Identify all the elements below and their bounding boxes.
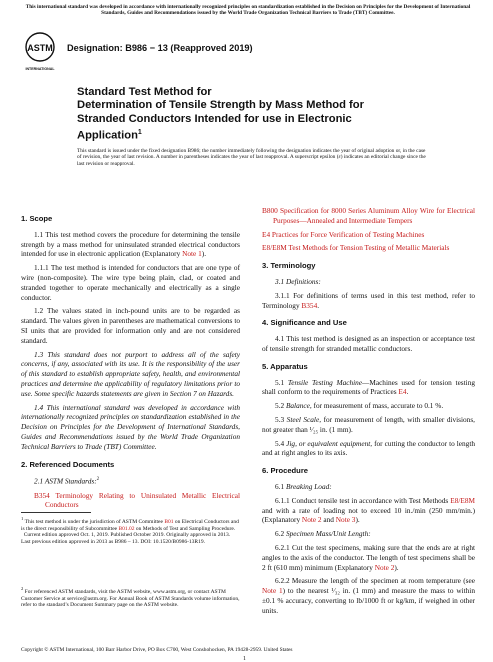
reference-item: B354 Terminology Relating to Uninsulated Metallic Electrical Conductors xyxy=(34,490,240,510)
reference-item: B800 Specification for 8000 Series Aluminum Alloy Wire for Electrical Purposes—Annealed and Intermediate Tempers xyxy=(262,206,475,225)
reference-link[interactable]: E8/E8M xyxy=(262,243,287,253)
section-heading-apparatus: 5. Apparatus xyxy=(262,361,308,371)
issue-note: This standard is issued under the fixed designation B986; the number immediately following the designation indicates the year of original adoption or, in the case of revision, the year of last revision. A number in parentheses indicates the year of last reapproval. A superscript epsilon (ε) indicates an editorial change since the last revision or reapproval. xyxy=(77,148,426,167)
reference-link[interactable]: E8/E8M xyxy=(450,495,475,505)
left-column xyxy=(21,206,240,514)
reference-link[interactable]: E4 xyxy=(262,229,271,239)
page-number: 1 xyxy=(243,656,246,662)
right-column xyxy=(262,206,475,620)
note-link[interactable]: Note 2 xyxy=(301,515,322,525)
title-line: Standard Test Method for xyxy=(77,86,212,98)
para-1-3: 1.3 This standard does not purport to address all of the safety concerns, if any, associated with its use. It is the responsibility of the user of this standard to establish appropriate safety, health, and environmental practices and determine the applicability of regulatory limitations prior to use. Some specific hazards statements are given in Section 7 on Hazards. xyxy=(21,349,240,398)
para-5-2: 5.2 Balance, for measurement of mass, accurate to 0.1 %. xyxy=(275,401,444,411)
section-heading-scope: 1. Scope xyxy=(21,214,53,223)
section-heading-referenced-documents: 2. Referenced Documents xyxy=(21,459,115,469)
para-1-4: 1.4 This international standard was developed in accordance with internationally recognized principles on standardization established in the Decision on Principles for the Development of International Standards, Guides and Recommendations issued by the World Trade Organization Technical Barriers to Trade (TBT) Committee. xyxy=(21,402,240,451)
para-6-2-2: 6.2.2 Measure the length of the specimen at room temperature (see Note 1) to the nearest ¹⁄₃₂ in. (1 mm) and measure the mass to within ±0.1 % accuracy, converting to lb/1000 ft or kg/km, if weighed in other units. xyxy=(262,576,475,615)
note-link[interactable]: Note 1 xyxy=(182,249,202,259)
para-6-2: 6.2 Specimen Mass/Unit Length: xyxy=(275,529,371,539)
reference-link[interactable]: E4 xyxy=(398,387,407,397)
para-5-3: 5.3 Steel Scale, for measurement of length, with smaller divisions, not greater than ¹⁄₂₅ in. (1 mm). xyxy=(262,414,475,434)
subcommittee-link[interactable]: B01.02 xyxy=(118,525,135,532)
astm-logo xyxy=(24,32,56,74)
copyright-footer: Copyright © ASTM International, 100 Barr Harbor Drive, PO Box C700, West Conshohocken, PA 19428-2959. United States xyxy=(21,647,293,653)
footnote-2: $^2$ For referenced ASTM standards, visit the ASTM website, www.astm.org, or contact ASTM Customer Service at service@astm.org. For Annual Book of ASTM Standards volume information, refer to the standard’s Document Summary page on the ASTM website. xyxy=(21,586,240,609)
reference-link[interactable]: B354 xyxy=(34,490,50,500)
para-3-1: 3.1 Definitions: xyxy=(275,276,321,286)
para-2-1: 2.1 ASTM Standards:$^2$ xyxy=(34,476,100,486)
svg-text:ASTM: ASTM xyxy=(27,43,53,53)
section-heading-terminology: 3. Terminology xyxy=(262,261,316,271)
para-3-1-1: 3.1.1 For definitions of terms used in this test method, refer to Terminology B354. xyxy=(262,290,475,310)
designation: Designation: B986 − 13 (Reapproved 2019) xyxy=(67,43,253,53)
committee-link[interactable]: B01 xyxy=(164,518,174,525)
reference-link[interactable]: B800 xyxy=(262,206,278,215)
note-link[interactable]: Note 1 xyxy=(262,586,283,596)
para-6-2-1: 6.2.1 Cut the test specimens, making sure that the ends are at right angles to the axis of the conductor. The length of test specimens shall be 2 ft (610 mm) minimum (Explanatory Note 2). xyxy=(262,542,475,572)
title-footnote-mark: 1 xyxy=(137,128,142,136)
para-1-2: 1.2 The values stated in inch-pound units are to be regarded as standard. The values given in parentheses are mathematical conversions to SI units that are provided for information only and are not considered standard. xyxy=(21,306,240,345)
title-line: Application$^1$ xyxy=(77,128,142,142)
para-1-1-1: 1.1.1 The test method is intended for conductors that are one type of wire (non-composite). The wire type being plain, clad, or coated and stranded together to operate mechanically and electrically as a single conductor. xyxy=(21,263,240,302)
footnote-1: $^1$ This test method is under the jurisdiction of ASTM Committee B01 on Electrical Conductors and is the direct responsibility of Subcommittee B01.02 on Methods of Test and Sampling Procedure. Current edition approved Oct. 1, 2019. Published October 2019. Originally approved in 2013. Last previous edition approved in 2013 as B986 – 13. DOI: 10.1520/B0986-13R19. xyxy=(21,516,239,546)
title-line: Stranded Conductors Intended for use in Electronic xyxy=(77,112,352,125)
para-6-1-1: 6.1.1 Conduct tensile test in accordance with Test Methods E8/E8M and with a rate of loading not to exceed 10 in./min (250 mm/min.) (Explanatory Note 2 and Note 3). xyxy=(262,495,475,525)
para-5-1: 5.1 Tensile Testing Machine—Machines used for tension testing shall conform to the requirements of Practices E4. xyxy=(262,377,475,397)
reference-item: E8/E8M Test Methods for Tension Testing of Metallic Materials xyxy=(262,243,450,253)
para-5-4: 5.4 Jig, or equivalent equipment, for cutting the conductor to length and at right angles to its axis. xyxy=(262,438,476,458)
para-4-1: 4.1 This test method is designed as an inspection or acceptance test of tensile strength for stranded metallic conductors. xyxy=(262,334,475,353)
document-title xyxy=(77,86,417,143)
note-link[interactable]: Note 3 xyxy=(335,515,356,525)
reference-link[interactable]: B354 xyxy=(301,300,318,310)
para-6-1: 6.1 Breaking Load: xyxy=(275,481,332,491)
section-heading-significance: 4. Significance and Use xyxy=(262,318,347,328)
para-1-1: 1.1 This test method covers the procedure for determining the tensile strength by a mass method for uninsulated stranded electrical conductors intended for use in electronic application (Explanatory Note 1). xyxy=(21,229,240,259)
title-line: Determination of Tensile Strength by Mass Method for xyxy=(77,99,364,112)
reference-item: E4 Practices for Force Verification of Testing Machines xyxy=(262,229,425,239)
footnote-divider xyxy=(21,512,91,513)
tbt-notice: This international standard was developed in accordance with internationally recognized principles on standardization established in the Decision on Principles for the Development of International Standards, Guides and Recommendations issued by the World Trade Organization Technical Barriers to Trade (TBT) Committee. xyxy=(25,4,471,17)
section-heading-procedure: 6. Procedure xyxy=(262,466,309,476)
svg-text:INTERNATIONAL: INTERNATIONAL xyxy=(25,67,55,71)
note-link[interactable]: Note 2 xyxy=(374,562,395,572)
